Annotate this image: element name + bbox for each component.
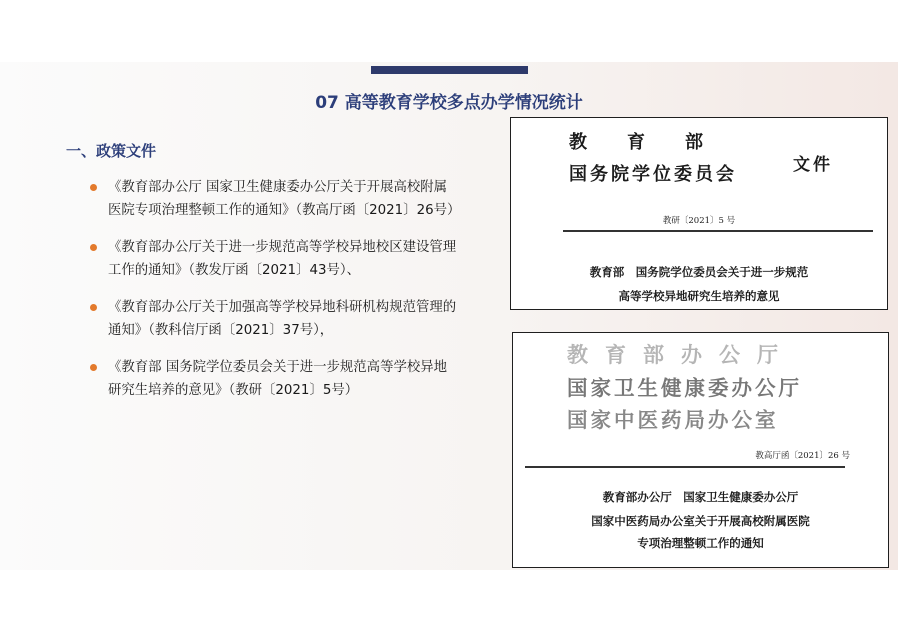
policy-item-line2: 医院专项治理整顿工作的通知》（教高厅函〔2021〕26号）	[108, 203, 461, 218]
doc2-title-line2: 国家中医药局办公室关于开展高校附属医院	[591, 514, 810, 528]
title-accent-bar	[371, 66, 528, 74]
document-image-moe-office-notice	[512, 332, 889, 568]
policy-item-line1: 《教育部办公厅关于加强高等学校异地科研机构规范管理的	[108, 300, 457, 315]
doc2-org-line2: 国家卫生健康委办公厅	[567, 376, 802, 400]
section-heading: 一、政策文件	[66, 142, 157, 160]
doc2-divider	[525, 466, 845, 468]
bullet-icon	[90, 184, 97, 191]
policy-item	[86, 236, 506, 282]
doc1-org-line1: 教育部	[569, 132, 743, 153]
doc1-divider	[563, 230, 873, 232]
policy-item-line1: 《教育部 国务院学位委员会关于进一步规范高等学校异地	[108, 360, 448, 375]
doc1-title-line1: 教育部 国务院学位委员会关于进一步规范	[589, 265, 809, 279]
doc1-doc-word: 文件	[793, 155, 833, 175]
doc2-title-line1: 教育部办公厅 国家卫生健康委办公厅	[602, 490, 799, 504]
doc2-org-line3: 国家中医药局办公室	[567, 408, 779, 432]
bullet-icon	[90, 304, 97, 311]
policy-item-line2: 通知》（教科信厅函〔2021〕37号），	[108, 323, 334, 338]
document-image-moe-degree-committee	[510, 117, 888, 310]
bullet-icon	[90, 364, 97, 371]
doc1-number: 教研〔2021〕5 号	[662, 216, 736, 226]
doc2-title-line3: 专项治理整顿工作的通知	[637, 536, 764, 550]
policy-item-line2: 工作的通知》（教发厅函〔2021〕43号）、	[108, 263, 360, 278]
policy-item-line2: 研究生培养的意见》（教研〔2021〕5号）	[108, 383, 359, 398]
policy-item-line1: 《教育部办公厅 国家卫生健康委办公厅关于开展高校附属	[108, 180, 448, 195]
policy-item	[86, 356, 506, 402]
doc1-org-line2: 国务院学位委员会	[569, 164, 737, 185]
policy-item-line1: 《教育部办公厅关于进一步规范高等学校异地校区建设管理	[108, 240, 457, 255]
policy-list	[86, 176, 506, 416]
doc2-org-line1: 教育部办公厅	[567, 342, 795, 367]
doc1-title-line2: 高等学校异地研究生培养的意见	[618, 289, 780, 303]
bullet-icon	[90, 244, 97, 251]
doc2-number: 教高厅函〔2021〕26 号	[755, 451, 850, 461]
policy-item	[86, 296, 506, 342]
policy-item	[86, 176, 506, 222]
page-title: 07 高等教育学校多点办学情况统计	[315, 93, 583, 113]
